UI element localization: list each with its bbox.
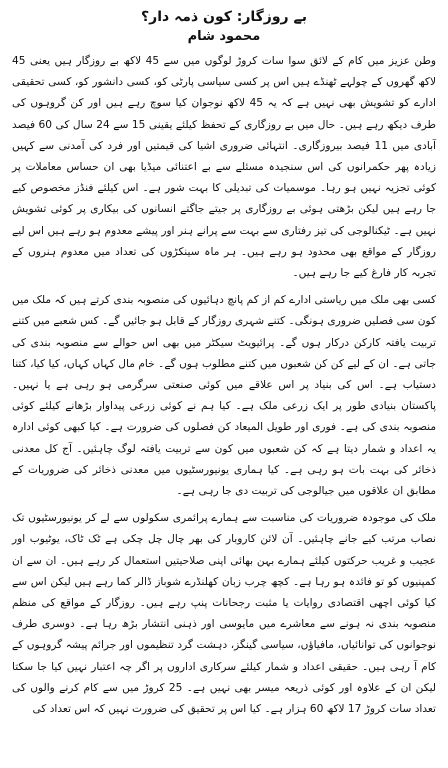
paragraph-2: کسی بھی ملک میں ریاستی ادارے کم از کم پانچ دہائیوں کی منصوبہ بندی کرتے ہیں کہ ملک میں کون سی فصلیں ضروری ہونگی۔ کتنے شہری روزگار کے قابل ہو جائیں گے۔ کس شعبے میں کتنے تربیت یافتہ کارکن درکار ہوں گے۔ پرائیویٹ سیکٹر میں بھی اس حوالے سے منصوبہ بندی کی جاتی ہے۔ ان کے لیے کن کن شعبوں میں کتنے مطلوب ہوں گے۔ خام مال کہاں کہاں، کیا کیا، کتنا دستیاب ہے۔ اس کی بنیاد پر اس علاقے میں کوئی صنعتی سرگرمی ہو رہی ہے یا نہیں۔ پاکستان بنیادی طور پر ایک زرعی ملک ہے۔ کیا ہم نے کوئی زرعی پیداوار بڑھانے کیلئے کوئی منصوبہ بندی کی ہے۔ فوری اور طویل المیعاد کن فصلوں کی ضرورت ہے۔ کیا کبھی کوئی ادارہ یہ اعداد و شمار دیتا ہے کہ کن شعبوں میں کون سے تربیت یافتہ لوگ چاہئیں۔ آج کل معدنی ذخائر کی بہت بات ہو رہی ہے۔ کیا ہماری یونیورسٹیوں میں معدنی ذخائر کی ضروریات کے مطابق ان علاقوں میں جیالوجی کی تربیت دی جا رہی ہے۔ [12,294,436,498]
paragraph-3: ملک کی موجودہ ضروریات کی مناسبت سے ہمارے پرائمری سکولوں سے لے کر یونیورسٹیوں تک نصاب مرتب کیے جانے چاہئیں۔ آن لائن کاروبار کی بھر چال چل چکی ہے ٹک ٹاک، یوٹیوب اور عجیب و غریب حرکتوں کیلئے ہمارے بہن بھائی اپنی صلاحیتیں استعمال کر رہے ہیں۔ ان سے ان کمپنیوں کو تو فائدہ ہو رہا ہے۔ کچھ چرب زبان کھلنڈرے شوباز ڈالر کما رہے ہیں لیکن اس سے کیا کوئی اچھی اقتصادی روایات یا مثبت رجحانات پنپ رہے ہیں۔ روزگار کے مواقع کی منظم منصوبہ بندی نہ ہونے سے معاشرے میں مایوسی اور ذہنی انتشار بڑھ رہا ہے۔ دوسری طرف نوجوانوں کی توانائیاں، مافیاؤں، سیاسی گینگز، دہشت گرد تنظیموں اور جرائم پیشہ گروہوں کے کام آ رہی ہیں۔ حقیقی اعداد و شمار کیلئے سرکاری اداروں پر اگر چہ اعتبار نہیں کیا جا سکتا لیکن ان کے علاوہ اور کوئی ذریعہ میسر بھی نہیں ہے۔ 25 کروڑ میں سے کام کرنے والوں کی تعداد سات کروڑ 17 لاکھ 60 ہزار ہے۔ کیا اس پر تحقیق کی ضرورت نہیں کہ اس تعداد کی [12,512,436,716]
author-name: محمود شام [187,29,261,44]
paragraph-1: وطن عزیز میں کام کے لائق سوا سات کروڑ لوگوں میں سے 45 لاکھ بے روزگار ہیں یعنی 45 لاکھ گھروں کے چولہے ٹھنڈے ہیں اس پر کسی سیاسی پارٹی کو، کسی دانشور کو، کسی تحقیقی ادارے کو تشویش بھی نہیں ہے کہ یہ 45 لاکھ نوجوان کیا سوچ رہے ہیں اور کن گروہوں کی طرف دیکھ رہے ہیں۔ حال میں بے روزگاری کے تحفظ کیلئے یقینی 15 سے 24 سال کی 60 فیصد آبادی میں 11 فیصد بیروزگاری۔ انتہائی ضروری اشیا کی قیمتیں اور فرد کی آمدنی سے کہیں زیادہ پھر حکمرانوں کی اس سنجیدہ مسئلے سے بے اعتنائی میڈیا بھی ان حساس معاملات پر کوئی تجزیہ نہیں ہو رہا۔ موسمیات کی تبدیلی کا بہت شور ہے۔ اس کیلئے فنڈز مخصوص کیے جا رہے ہیں لیکن بڑھتی ہوئی بے روزگاری پر جیتے جاگتے انسانوں کی بیکاری پر کوئی تشویش نہیں ہے۔ ٹیکنالوجی کی تیز رفتاری سے بہت سے پرانے ہنر اور پیشے معدوم ہو رہے ہیں اس لیے روزگار کے مواقع بھی محدود ہو رہے ہیں۔ ہر ماہ سینکڑوں کی تعداد میں معدوم ہنروں کے تجربہ کار فارغ کیے جا رہے ہیں۔ [12,55,436,280]
article-body [12,51,436,720]
article-title: بے روزگار: کون ذمہ دار؟ [141,9,307,25]
